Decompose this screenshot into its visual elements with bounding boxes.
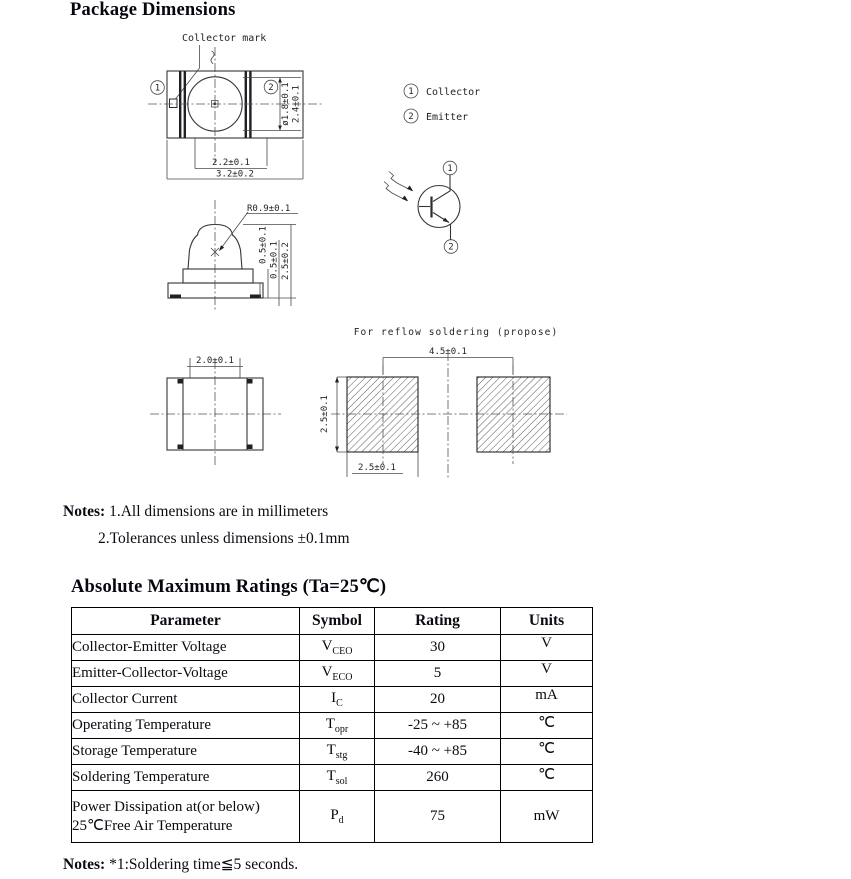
rating-cell: 20 (375, 687, 501, 713)
table-row (72, 661, 593, 687)
note-line-1: Notes: 1.All dimensions are in millimeters (63, 503, 329, 520)
units-cell: ℃ (501, 739, 593, 765)
parameter-cell: Operating Temperature (72, 713, 300, 739)
parameter-cell: Storage Temperature (72, 739, 300, 765)
inner-width-dim: 2.2±0.1 (212, 158, 250, 168)
legend-emitter-label: Emitter (426, 112, 469, 123)
left-solder-pad (347, 377, 418, 452)
table-row (72, 713, 593, 739)
collector-mark (170, 99, 178, 108)
symbol-cell: $I_C$ (300, 687, 375, 713)
right-solder-pad (477, 377, 550, 452)
svg-text:1: 1 (447, 164, 453, 174)
svg-text:1: 1 (408, 87, 414, 97)
symbol-cell: $T_{opr}$ (300, 713, 375, 739)
svg-text:1: 1 (154, 83, 161, 94)
header-units: Units (501, 608, 593, 635)
dimension-notes (63, 499, 350, 552)
pin-legend (404, 84, 480, 123)
reflow-title: For reflow soldering (propose) (353, 327, 559, 338)
pad-width-dim: 2.5±0.1 (358, 463, 396, 473)
units-cell: V (501, 661, 593, 687)
pin2-callout (264, 80, 278, 94)
terminal-width-dim: 2.0±0.1 (196, 356, 234, 366)
svg-text:2: 2 (268, 83, 274, 93)
units-cell: V (501, 635, 593, 661)
base-height-dim: 0.5±0.1 (269, 241, 280, 279)
side-view-drawing (168, 200, 298, 312)
collector-mark-label: Collector mark (182, 33, 267, 44)
outer-width-dim: 3.2±0.2 (216, 169, 254, 180)
lens-diameter-dim: ø1.8±0.1 (281, 82, 291, 126)
units-cell: ℃ (501, 713, 593, 739)
rating-cell: -40 ~ +85 (375, 739, 501, 765)
units-cell: mW (501, 791, 593, 843)
svg-text:2: 2 (408, 112, 414, 122)
parameter-cell: Emitter-Collector-Voltage (72, 661, 300, 687)
parameter-cell: Soldering Temperature (72, 765, 300, 791)
table-row (72, 739, 593, 765)
footnote-label: Notes: (63, 856, 106, 873)
note-line-2: 2.Tolerances unless dimensions ±0.1mm (98, 529, 350, 547)
light-arrows-icon (384, 172, 413, 202)
rating-cell: 260 (375, 765, 501, 791)
absolute-maximum-ratings-table (71, 607, 593, 843)
rating-cell: 5 (375, 661, 501, 687)
package-dimensions-title: Package Dimensions (70, 0, 236, 20)
header-parameter: Parameter (72, 608, 300, 635)
top-view-drawing (148, 33, 323, 180)
header-rating: Rating (375, 608, 501, 635)
table-row (72, 635, 593, 661)
bottom-view-drawing (150, 356, 281, 467)
reflow-pattern-drawing (320, 327, 567, 478)
rating-cell: -25 ~ +85 (375, 713, 501, 739)
units-cell: mA (501, 687, 593, 713)
units-cell: ℃ (501, 765, 593, 791)
legend-collector-label: Collector (426, 87, 481, 98)
svg-text:2: 2 (448, 242, 454, 253)
table-row (72, 791, 593, 843)
table-row (72, 765, 593, 791)
pad-height-dim: 2.5±0.1 (320, 395, 330, 433)
soldering-time-note: Notes: *1:Soldering time≦5 seconds. (63, 856, 299, 873)
table-row (72, 687, 593, 713)
symbol-cell: $V_{ECO}$ (300, 661, 375, 687)
table-header-row (72, 608, 593, 635)
notes-label: Notes: (63, 503, 106, 520)
pad-pitch-dim: 4.5±0.1 (429, 347, 467, 357)
absolute-maximum-ratings-title: Absolute Maximum Ratings (Ta=25℃) (71, 577, 387, 597)
flange-height-dim: 0.5±0.1 (258, 226, 269, 264)
symbol-cell: $P_d$ (300, 791, 375, 843)
package-height-dim: 2.4±0.1 (291, 85, 302, 123)
total-height-dim: 2.5±0.2 (281, 242, 291, 280)
symbol-cell: $T_{sol}$ (300, 765, 375, 791)
pin1-callout (151, 81, 165, 95)
header-symbol: Symbol (300, 608, 375, 635)
parameter-cell: Collector-Emitter Voltage (72, 635, 300, 661)
parameter-cell: Power Dissipation at(or below) 25℃Free Air Temperature (72, 791, 300, 843)
rating-cell: 75 (375, 791, 501, 843)
parameter-cell: Collector Current (72, 687, 300, 713)
dome-radius-dim: R0.9±0.1 (247, 204, 291, 214)
symbol-cell: $T_{stg}$ (300, 739, 375, 765)
symbol-cell: $V_{CEO}$ (300, 635, 375, 661)
rating-cell: 30 (375, 635, 501, 661)
phototransistor-symbol (384, 161, 460, 253)
